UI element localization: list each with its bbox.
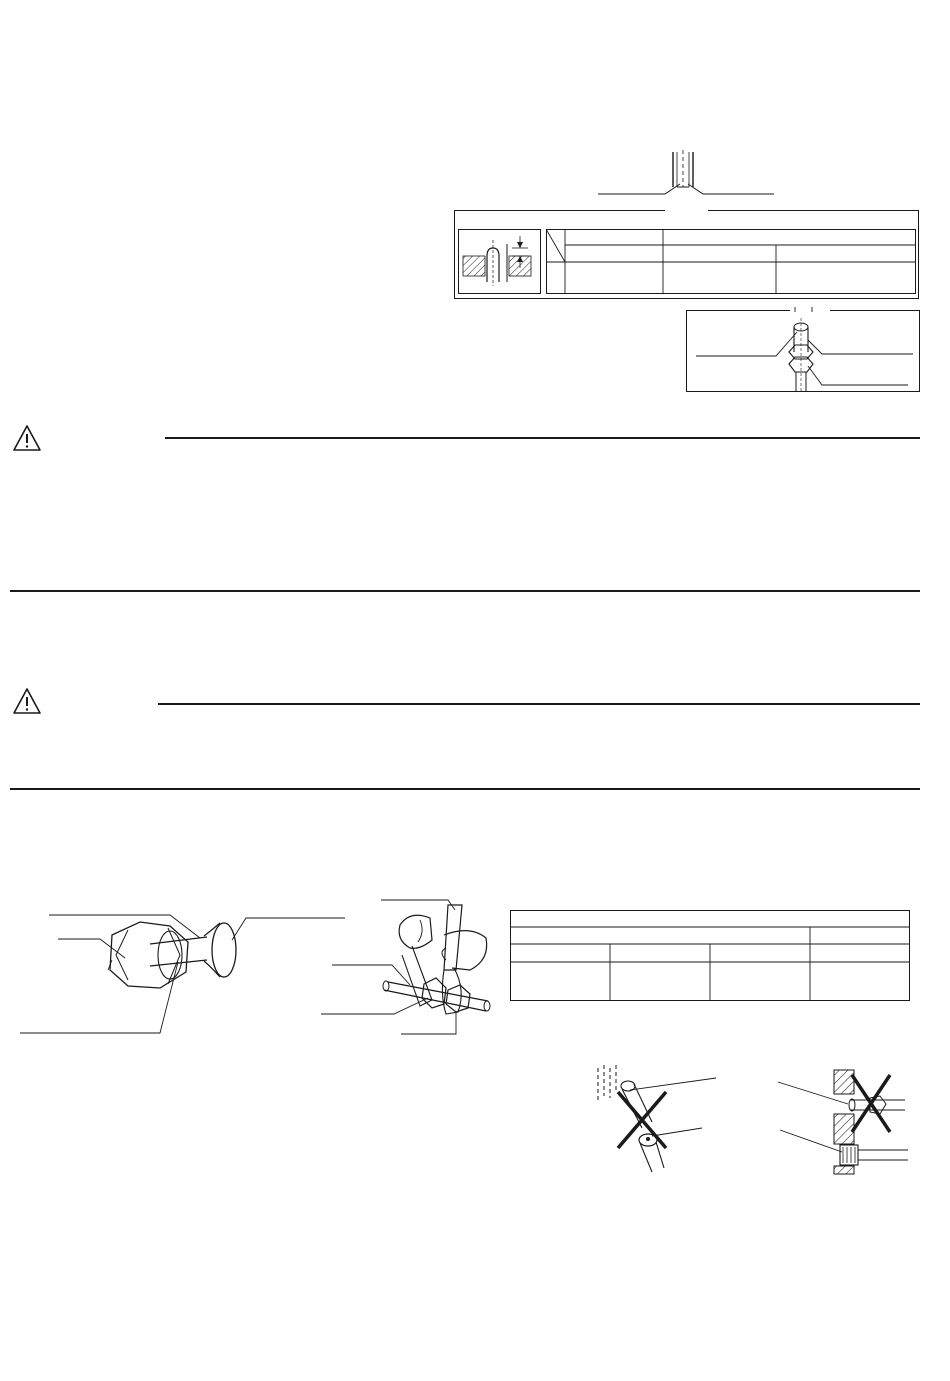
section-divider xyxy=(10,590,920,592)
cross-mark-icon xyxy=(618,1092,666,1148)
caution-heading-rule xyxy=(165,437,920,439)
section-divider xyxy=(10,788,920,790)
flare-table-gap xyxy=(665,205,708,215)
caution-heading-rule xyxy=(158,703,920,705)
flare-dimension-illustration-box xyxy=(458,229,541,294)
flare-nut-figure-box xyxy=(686,310,920,392)
flare-size-table xyxy=(546,229,916,294)
pipe-end-drawing xyxy=(598,150,774,194)
cross-mark-icon xyxy=(852,1075,890,1132)
torque-table xyxy=(510,910,910,1001)
